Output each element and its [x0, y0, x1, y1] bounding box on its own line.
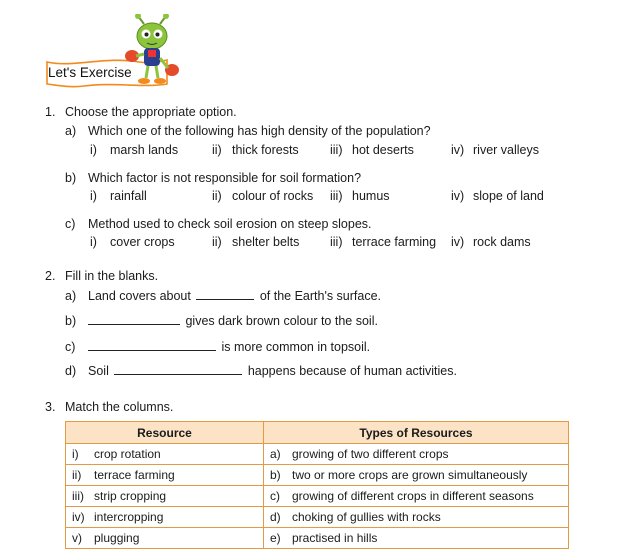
q1a-question: Which one of the following has high density of the population?: [88, 124, 431, 138]
q2a-label: a): [65, 289, 77, 303]
match-left-cell: [66, 444, 264, 465]
q3-text: Match the columns.: [65, 400, 174, 414]
row-letter: a): [270, 447, 281, 461]
q1b-opt1-num: i): [90, 189, 97, 203]
q1c-question: Method used to check soil erosion on steep slopes.: [88, 217, 372, 231]
q1-text: Choose the appropriate option.: [65, 105, 237, 119]
exercise-title: Let's Exercise: [48, 65, 132, 80]
resource-text: plugging: [94, 531, 140, 545]
match-header-row: [66, 422, 569, 444]
q1b-opt4-num: iv): [451, 189, 465, 203]
resource-text: intercropping: [94, 510, 164, 524]
match-right-cell: [264, 507, 569, 528]
q1b-label: b): [65, 171, 77, 185]
q2d-label: d): [65, 364, 77, 378]
table-row: [66, 444, 569, 465]
q1c-opt2-num: ii): [212, 235, 222, 249]
q1b-opt2-text: colour of rocks: [232, 189, 314, 203]
q1a-label: a): [65, 124, 77, 138]
type-text: two or more crops are grown simultaneously: [292, 468, 528, 482]
q1c-opt1-num: i): [90, 235, 97, 249]
row-letter: b): [270, 468, 281, 482]
resource-text: strip cropping: [94, 489, 167, 503]
q2b-label: b): [65, 314, 77, 328]
q2c-line: [88, 340, 370, 354]
row-num: iv): [72, 510, 85, 524]
match-table: [65, 421, 569, 549]
q1a-opt1-num: i): [90, 143, 97, 157]
q1c-label: c): [65, 217, 76, 231]
q2a-before: Land covers about: [88, 289, 191, 303]
q2-text: Fill in the blanks.: [65, 269, 159, 283]
row-num: ii): [72, 468, 82, 482]
q2c-blank[interactable]: [88, 340, 216, 351]
q2c-label: c): [65, 340, 76, 354]
resource-text: crop rotation: [94, 447, 161, 461]
match-right-cell: [264, 528, 569, 549]
q1c-opt1-text: cover crops: [110, 235, 175, 249]
q1c-opt4-num: iv): [451, 235, 465, 249]
q2-number: 2.: [45, 269, 56, 283]
type-text: growing of different crops in different seasons: [292, 489, 534, 503]
alien-mascot-icon: [122, 14, 182, 90]
match-right-cell: [264, 444, 569, 465]
q1b-opt3-text: humus: [352, 189, 390, 203]
q1a-opt2-text: thick forests: [232, 143, 299, 157]
row-letter: e): [270, 531, 281, 545]
row-num: v): [72, 531, 82, 545]
q2b-blank[interactable]: [88, 314, 180, 325]
match-header-types: Types of Resources: [264, 422, 569, 444]
q2a-line: [88, 289, 381, 303]
q1c-opt2-text: shelter belts: [232, 235, 300, 249]
row-letter: c): [270, 489, 280, 503]
q1a-opt1-text: marsh lands: [110, 143, 179, 157]
q2b-after: gives dark brown colour to the soil.: [185, 314, 378, 328]
q1b-opt1-text: rainfall: [110, 189, 147, 203]
q1c-opt4-text: rock dams: [473, 235, 531, 249]
q2a-blank[interactable]: [196, 289, 254, 300]
q1a-opt4-text: river valleys: [473, 143, 539, 157]
table-row: [66, 465, 569, 486]
q3-number: 3.: [45, 400, 56, 414]
match-header-resource: Resource: [66, 422, 264, 444]
match-right-cell: [264, 465, 569, 486]
q2b-line: [88, 314, 378, 328]
q2d-line: [88, 364, 457, 378]
q1a-opt2-num: ii): [212, 143, 222, 157]
type-text: practised in hills: [292, 531, 378, 545]
q1-number: 1.: [45, 105, 56, 119]
q1b-question: Which factor is not responsible for soil formation?: [88, 171, 362, 185]
table-row: [66, 486, 569, 507]
q2d-after: happens because of human activities.: [247, 364, 457, 378]
table-row: [66, 528, 569, 549]
q1a-opt3-text: hot deserts: [352, 143, 414, 157]
row-num: iii): [72, 489, 84, 503]
q1c-opt3-num: iii): [330, 235, 343, 249]
match-left-cell: [66, 528, 264, 549]
match-left-cell: [66, 465, 264, 486]
resource-text: terrace farming: [94, 468, 175, 482]
q1a-opt3-num: iii): [330, 143, 343, 157]
q2d-before: Soil: [88, 364, 109, 378]
type-text: growing of two different crops: [292, 447, 449, 461]
q1b-opt3-num: iii): [330, 189, 343, 203]
match-left-cell: [66, 507, 264, 528]
q1b-opt4-text: slope of land: [473, 189, 544, 203]
q2d-blank[interactable]: [114, 364, 242, 375]
q2c-after: is more common in topsoil.: [221, 340, 371, 354]
q1c-opt3-text: terrace farming: [352, 235, 437, 249]
match-left-cell: [66, 486, 264, 507]
q1a-opt4-num: iv): [451, 143, 465, 157]
row-num: i): [72, 447, 79, 461]
row-letter: d): [270, 510, 281, 524]
match-right-cell: [264, 486, 569, 507]
table-row: [66, 507, 569, 528]
q1b-opt2-num: ii): [212, 189, 222, 203]
type-text: choking of gullies with rocks: [292, 510, 441, 524]
q2a-after: of the Earth's surface.: [259, 289, 382, 303]
